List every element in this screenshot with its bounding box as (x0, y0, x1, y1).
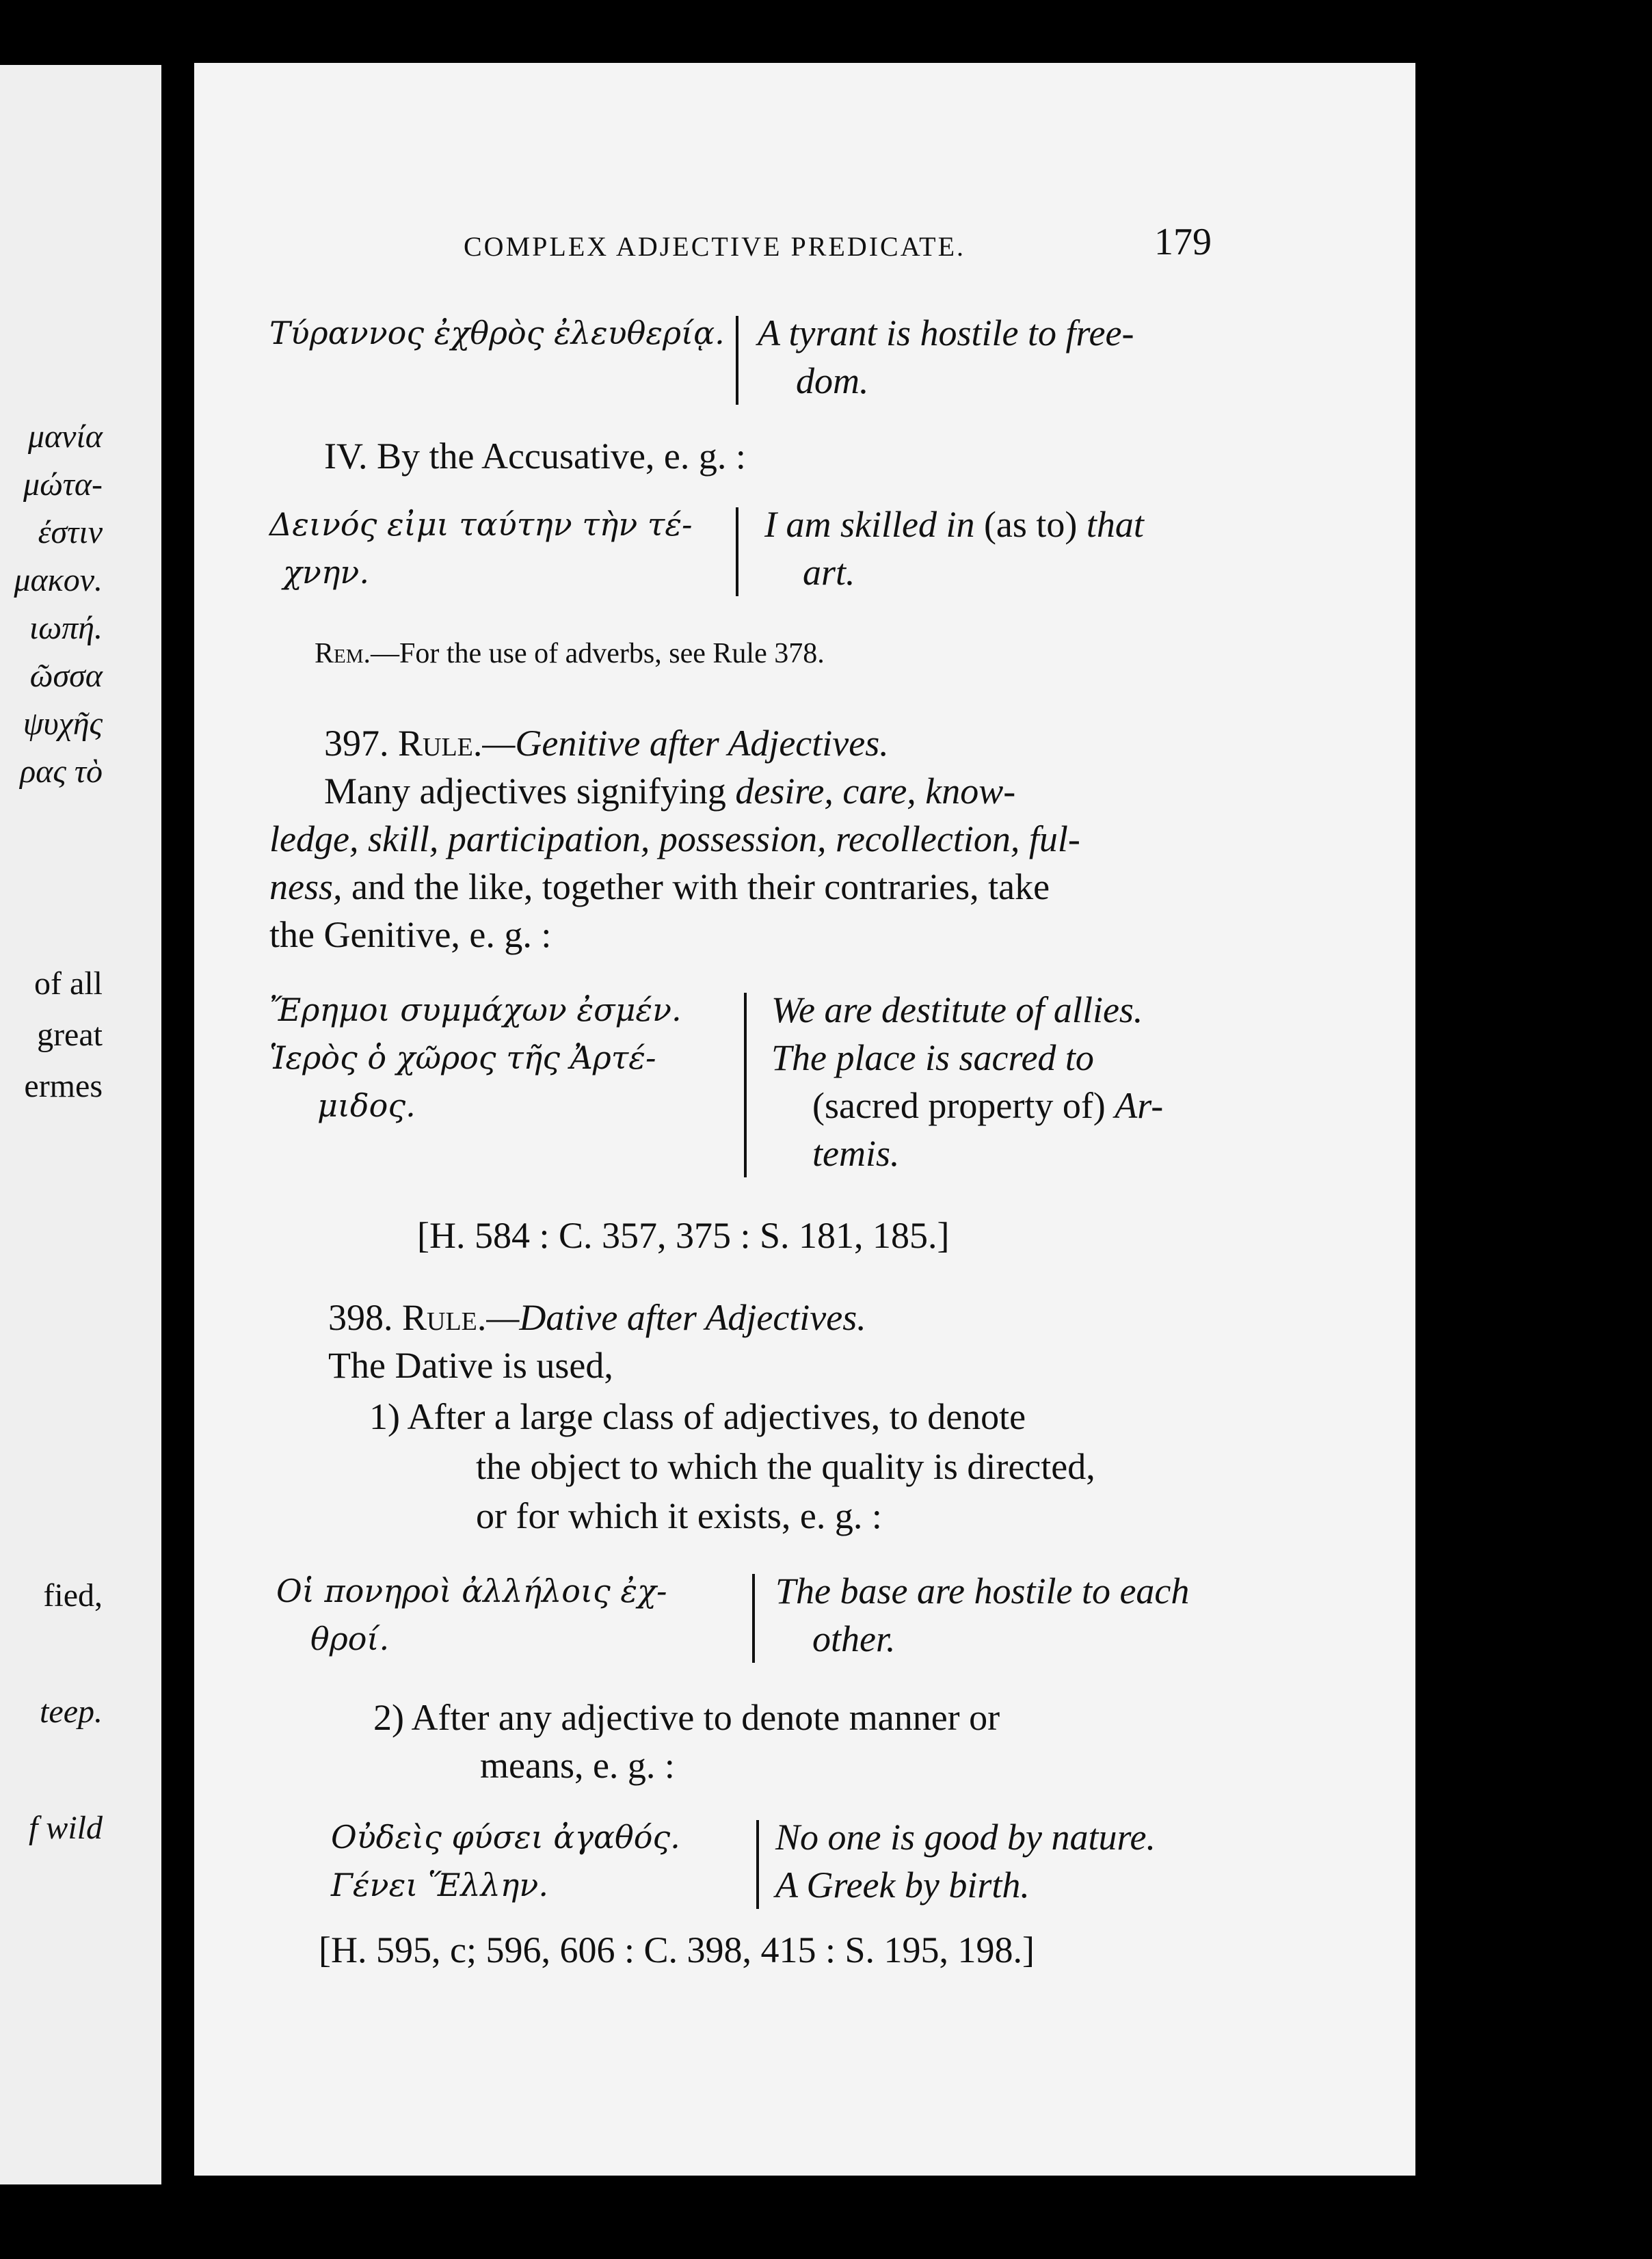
english-translation: The place is sacred to (771, 1037, 1094, 1078)
greek-example: μιδος. (317, 1087, 416, 1124)
english-translation: temis. (812, 1133, 900, 1174)
english-translation: art. (803, 552, 855, 593)
column-divider (736, 507, 738, 596)
greek-example: Δεινός εἰμι ταύτην τὴν τέ- (269, 506, 693, 543)
english-translation: other. (812, 1618, 896, 1659)
list-item-line: 1) After a large class of adjectives, to denote (369, 1396, 1026, 1437)
rule-heading: 398. Rule.—Dative after Adjectives. (328, 1297, 866, 1338)
left-facing-page (0, 65, 161, 2184)
paragraph-line: ness, and the like, together with their contraries, take (269, 866, 1050, 907)
left-page-fragment: μανία (27, 418, 103, 455)
greek-example: Ἱερὸς ὁ χῶρος τῆς Ἀρτέ- (269, 1039, 656, 1076)
list-item-line: means, e. g. : (480, 1745, 675, 1786)
paragraph-line: the Genitive, e. g. : (269, 914, 552, 955)
left-page-fragment: ιωπή. (29, 610, 103, 646)
greek-example: χνην. (283, 554, 369, 591)
left-page-fragment: great (37, 1017, 103, 1053)
left-page-fragment: ρας τὸ (20, 753, 103, 790)
left-page-fragment: μώτα- (23, 466, 103, 503)
left-page-fragment: teep. (40, 1694, 103, 1730)
english-translation: The base are hostile to each (775, 1570, 1190, 1612)
left-page-fragment: ermes (24, 1068, 103, 1104)
reference-citation: [H. 595, c; 596, 606 : C. 398, 415 : S. 195, 198.] (319, 1929, 1035, 1970)
left-page-fragment: f wild (28, 1810, 103, 1846)
remark: Rem.—For the use of adverbs, see Rule 378. (315, 638, 825, 669)
page-number: 179 (1154, 221, 1212, 263)
left-page-fragment: ῶσσα (29, 658, 103, 694)
page (194, 63, 1415, 2176)
paragraph-line: Many adjectives signifying desire, care, know- (324, 771, 1016, 812)
list-item-line: or for which it exists, e. g. : (476, 1495, 882, 1536)
section-heading: IV. By the Accusative, e. g. : (324, 436, 746, 477)
paragraph-line: The Dative is used, (328, 1345, 613, 1386)
column-divider (744, 993, 747, 1177)
left-page-fragment: έστιν (38, 514, 103, 550)
english-translation: I am skilled in (as to) that (764, 504, 1144, 545)
greek-example: Ἔρημοι συμμάχων ἐσμέν. (269, 991, 682, 1028)
reference-citation: [H. 584 : C. 357, 375 : S. 181, 185.] (417, 1215, 950, 1256)
left-page-fragment: fied, (43, 1577, 103, 1614)
english-translation: No one is good by nature. (775, 1817, 1156, 1858)
english-translation: (sacred property of) Ar- (812, 1085, 1164, 1126)
rule-heading: 397. Rule.—Genitive after Adjectives. (324, 723, 889, 764)
greek-example: Γένει Ἕλλην. (331, 1867, 548, 1903)
list-item-line: 2) After any adjective to denote manner or (373, 1697, 1000, 1738)
greek-example: θροί. (310, 1620, 390, 1657)
list-item-line: the object to which the quality is directed, (476, 1446, 1095, 1487)
column-divider (756, 1820, 759, 1909)
paragraph-line: ledge, skill, participation, possession, recollection, ful- (269, 818, 1080, 859)
left-page-fragment: μακον. (14, 562, 103, 598)
greek-example: Οὐδεὶς φύσει ἀγαθός. (331, 1819, 680, 1856)
column-divider (752, 1574, 755, 1663)
running-head: COMPLEX ADJECTIVE PREDICATE. (464, 231, 966, 262)
english-translation: We are destitute of allies. (771, 989, 1143, 1030)
left-page-fragment: ψυχῆς (23, 706, 103, 742)
english-translation: A Greek by birth. (775, 1864, 1030, 1906)
english-translation: dom. (796, 360, 869, 401)
greek-example: Οἱ πονηροὶ ἀλλήλοις ἐχ- (276, 1573, 667, 1609)
column-divider (736, 316, 738, 405)
left-page-fragment: of all (34, 965, 103, 1002)
greek-example: Τύραννος ἐχθρὸς ἐλευθερίᾳ. (269, 315, 725, 351)
english-translation: A tyrant is hostile to free- (758, 312, 1134, 353)
